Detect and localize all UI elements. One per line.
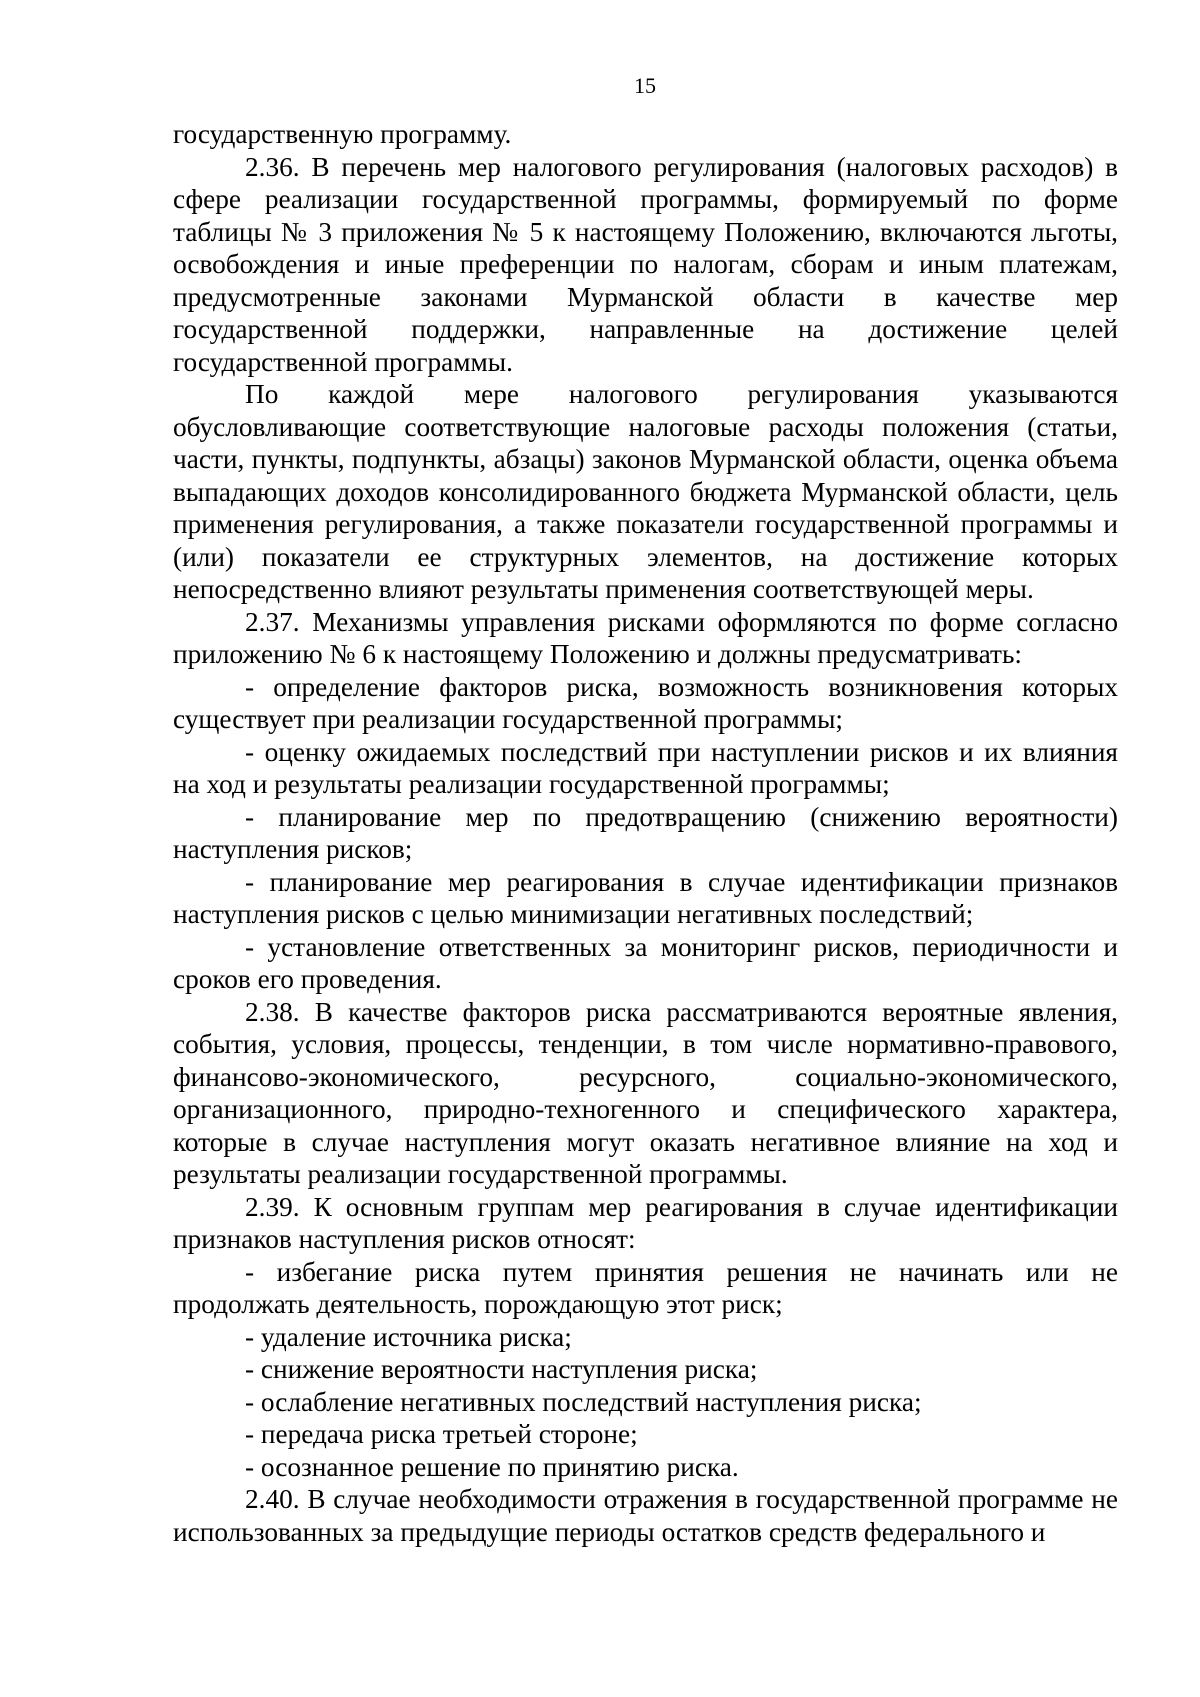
list-item-avoidance: - избегание риска путем принятия решения не начинать или не продолжать деятельность, порождающую этот риск; <box>173 1256 1118 1319</box>
list-item-responsible: - установление ответственных за мониторинг рисков, периодичности и сроков его проведения. <box>173 931 1118 994</box>
paragraph-continuation: государственную программу. <box>173 119 512 149</box>
paragraph-2-36: 2.36. В перечень мер налогового регулирования (налоговых расходов) в сфере реализации государственной программы, формируемый по форме таблицы № 3 приложения № 5 к настоящему Положению, включаются льготы, освобождения и иные преференции по налогам, сборам и иным платежам, предусмотренные законами Мурманской области в качестве мер государственной поддержки, направленные на достижение целей государственной программы. <box>173 151 1118 377</box>
document-body <box>173 118 1118 1548</box>
paragraph-2-39: 2.39. К основным группам мер реагирования в случае идентификации признаков наступления рисков относят: <box>173 1191 1118 1254</box>
list-item-prevention: - планирование мер по предотвращению (снижению вероятности) наступления рисков; <box>173 801 1118 864</box>
list-item-response: - планирование мер реагирования в случае идентификации признаков наступления рисков с целью минимизации негативных последствий; <box>173 866 1118 929</box>
page-number: 15 <box>634 73 656 98</box>
list-item-transfer: - передача риска третьей стороне; <box>245 1419 638 1449</box>
list-item-consequences: - оценку ожидаемых последствий при наступлении рисков и их влияния на ход и результаты реализации государственной программы; <box>173 736 1118 799</box>
paragraph-tax-measures: По каждой мере налогового регулирования указываются обусловливающие соответствующие налоговые расходы положения (статьи, части, пункты, подпункты, абзацы) законов Мурманской области, оценка объема выпадающих доходов консолидированного бюджета Мурманской области, цель применения регулирования, а также показатели государственной программы и (или) показатели ее структурных элементов, на достижение которых непосредственно влияют результаты применения соответствующей меры. <box>173 379 1118 604</box>
list-item-risk-factors: - определение факторов риска, возможность возникновения которых существует при реализации государственной программы; <box>173 671 1118 734</box>
paragraph-2-37: 2.37. Механизмы управления рисками оформляются по форме согласно приложению № 6 к настоящему Положению и должны предусматривать: <box>173 606 1118 669</box>
list-item-reduction: - снижение вероятности наступления риска; <box>245 1354 758 1384</box>
list-item-acceptance: - осознанное решение по принятию риска. <box>245 1451 739 1482</box>
paragraph-2-38: 2.38. В качестве факторов риска рассматриваются вероятные явления, события, условия, процессы, тенденции, в том числе нормативно-правового, финансово-экономического, ресурсного, социально-экономического, организационного, природно-техногенного и специфического характера, которые в случае наступления могут оказать негативное влияние на ход и результаты реализации государственной программы. <box>173 996 1118 1189</box>
list-item-removal: - удаление источника риска; <box>245 1321 572 1352</box>
list-item-mitigation: - ослабление негативных последствий наступления риска; <box>245 1386 922 1417</box>
paragraph-2-40: 2.40. В случае необходимости отражения в государственной программе не использованных за предыдущие периоды остатков средств федерального и <box>173 1484 1118 1547</box>
